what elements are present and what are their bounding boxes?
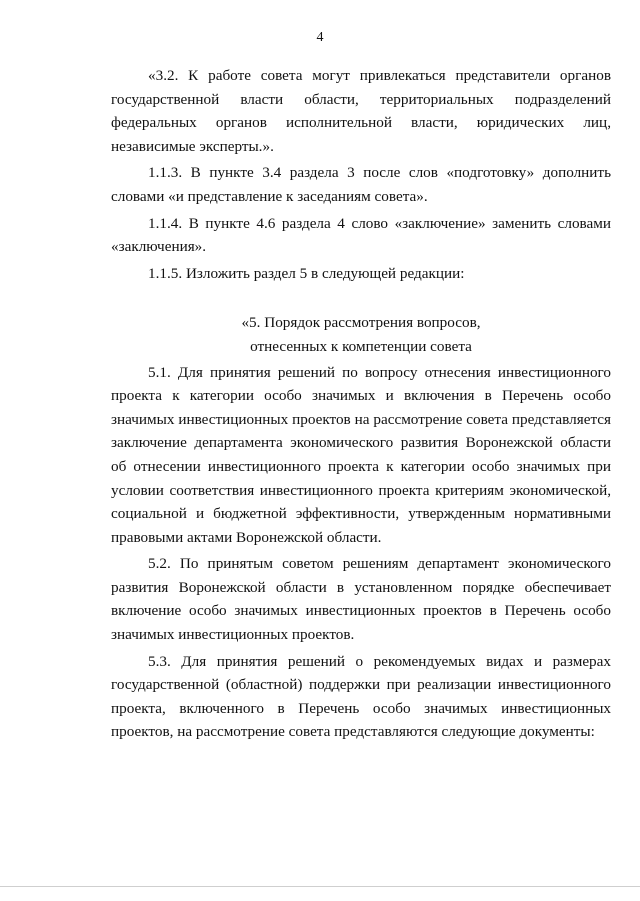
document-body xyxy=(111,64,611,747)
paragraph-5-2: 5.2. По принятым советом решениям департамент экономического развития Воронежской области в установленном порядке обеспечивает включение особо значимых инвестиционных проектов в Перечень особо значимых инвестиционных проектов. xyxy=(111,555,611,644)
section-heading-line-2: отнесенных к компетенции совета xyxy=(250,337,472,355)
section-heading-line-1: «5. Порядок рассмотрения вопросов, xyxy=(241,314,481,332)
page-bottom-edge xyxy=(0,886,640,887)
paragraph-1-1-3: 1.1.3. В пункте 3.4 раздела 3 после слов «подготовку» дополнить словами «и представление к заседаниям совета». xyxy=(111,164,611,205)
page-number: 4 xyxy=(316,30,324,45)
paragraph-1-1-4: 1.1.4. В пункте 4.6 раздела 4 слово «заключение» заменить словами «заключения». xyxy=(111,214,611,256)
paragraph-5-1: 5.1. Для принятия решений по вопросу отнесения инвестиционного проекта к категории особо значимых и включения в Перечень особо значимых инвестиционных проектов на рассмотрение совета представляется заключение департамента экономического развития Воронежской области об отнесении инвестиционного проекта к категории особо значимых при условии соответствия инвестиционного проекта критериям экономической, социальной и бюджетной эффективности, утвержденным нормативными правовыми актами Воронежской области. xyxy=(111,363,611,546)
paragraph-1-1-5: 1.1.5. Изложить раздел 5 в следующей редакции: xyxy=(148,264,465,282)
paragraph-5-3: 5.3. Для принятия решений о рекомендуемых видах и размерах государственной (областной) поддержки при реализации инвестиционного проекта, включенного в Перечень особо значимых инвестиционных проектов, на рассмотрение совета представляются следующие документы: xyxy=(111,652,611,741)
paragraph-3-2: «3.2. К работе совета могут привлекаться представители органов государственной власти области, территориальных подразделений федеральных органов исполнительной власти, юридических лиц, независимые эксперты.». xyxy=(111,67,611,155)
section-heading xyxy=(111,311,611,358)
